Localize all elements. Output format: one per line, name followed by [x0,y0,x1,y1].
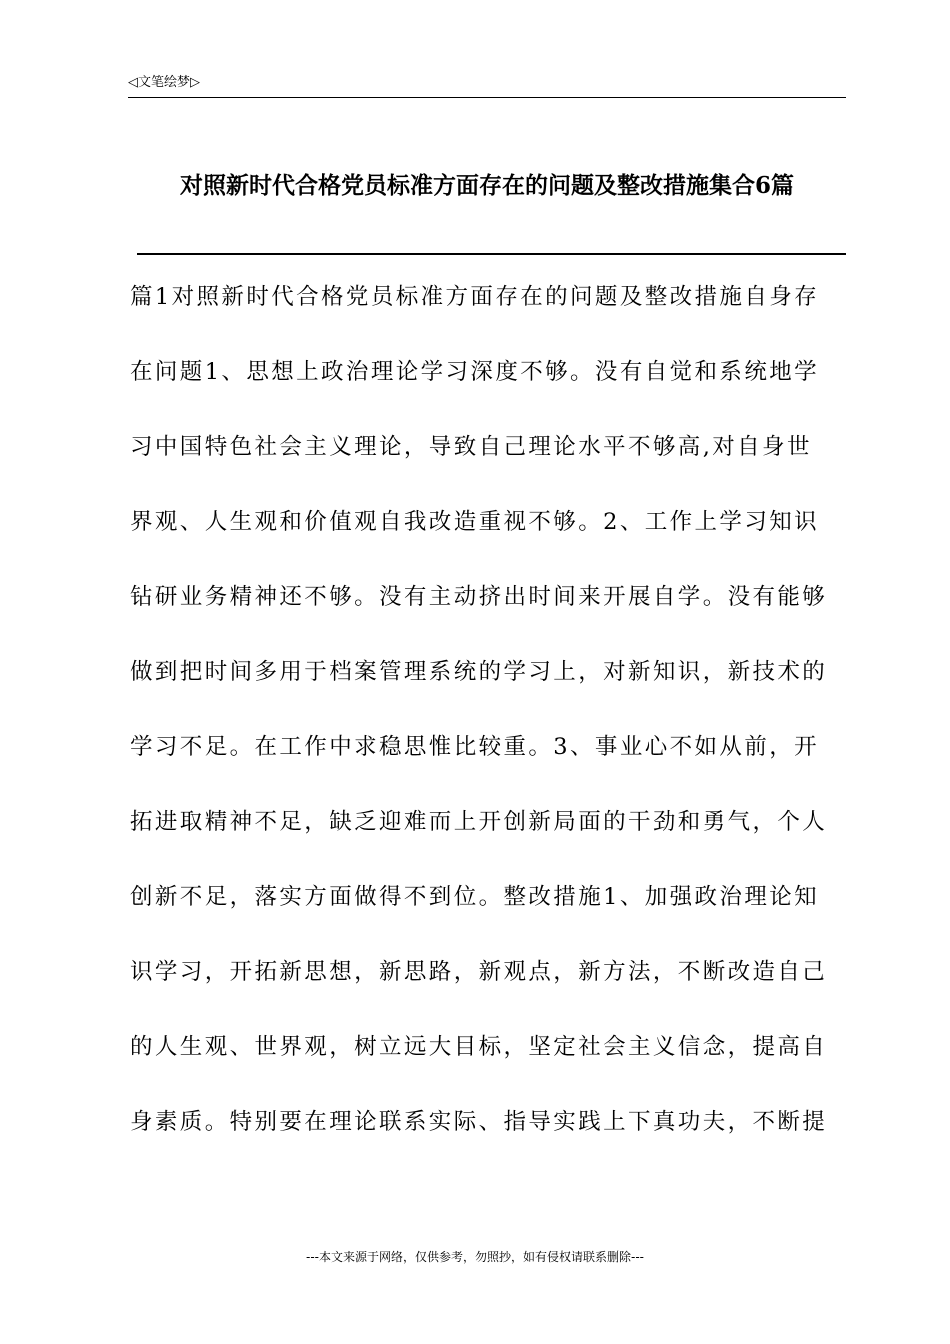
body-line: 钻研业务精神还不够。没有主动挤出时间来开展自学。没有能够 [130,584,828,610]
body-line: 识学习，开拓新思想，新思路，新观点，新方法，不断改造自己 [130,959,828,985]
body-line: 在问题1、思想上政治理论学习深度不够。没有自觉和系统地学 [130,359,820,385]
body-line: 界观、人生观和价值观自我改造重视不够。2、工作上学习知识 [130,509,820,535]
body-line: 做到把时间多用于档案管理系统的学习上，对新知识，新技术的 [130,659,828,685]
body-line: 学习不足。在工作中求稳思惟比较重。3、事业心不如从前，开 [130,734,820,760]
body-line: 习中国特色社会主义理论，导致自己理论水平不够高,对自身世 [130,434,812,460]
body-line: 身素质。特别要在理论联系实际、指导实践上下真功夫，不断提 [130,1109,828,1135]
header-label: ◁文笔绘梦▷ [128,75,200,90]
body-line: 创新不足，落实方面做得不到位。整改措施1、加强政治理论知 [130,884,820,910]
document-title: 对照新时代合格党员标准方面存在的问题及整改措施集合6篇 [179,172,794,199]
body-line: 拓进取精神不足，缺乏迎难而上开创新局面的干劲和勇气，个人 [130,809,828,835]
body-text [130,267,846,1167]
footer-disclaimer: ---本文来源于网络，仅供参考，勿照抄，如有侵权请联系删除--- [306,1250,644,1264]
title-divider [137,253,846,255]
header-divider [128,97,846,98]
body-line: 的人生观、世界观，树立远大目标，坚定社会主义信念，提高自 [130,1034,828,1060]
body-line: 篇1对照新时代合格党员标准方面存在的问题及整改措施自身存 [130,284,820,310]
